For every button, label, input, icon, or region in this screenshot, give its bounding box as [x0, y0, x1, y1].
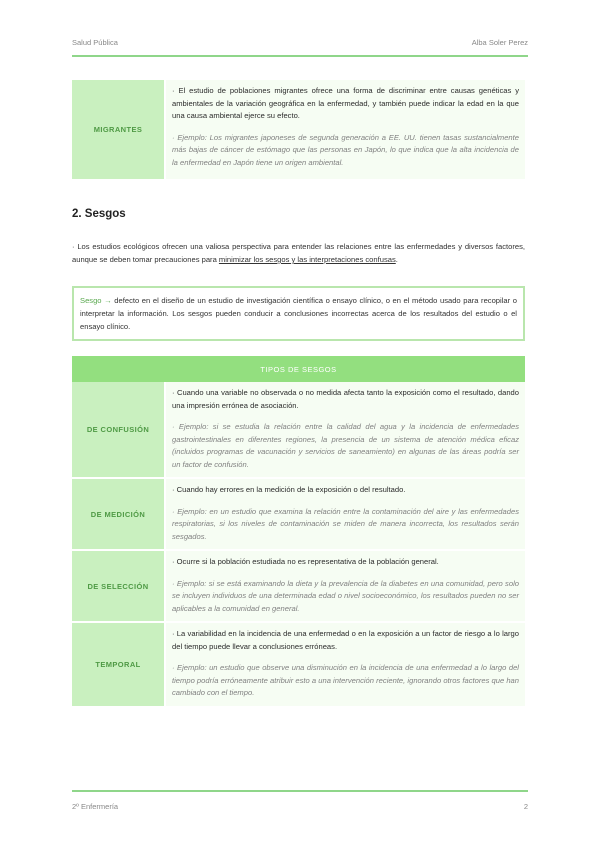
row-example: · Ejemplo: si se estudia la relación entre la calidad del agua y la incidencia de enfermedades gastrointestinales en diferentes regiones, la presencia de un sistema de atención médica eficaz (incluidos programas de vacunación y servicios de saneamiento) en algunas de las áreas podría ser un factor de confusión.: [172, 422, 519, 469]
header-divider: [72, 55, 528, 57]
header-subject: Salud Pública: [72, 38, 118, 47]
row-example: · Ejemplo: un estudio que observe una disminución en la incidencia de una enfermedad a lo largo del tiempo podría erróneamente atribuir esto a una intervención reciente, ignorando otros factores que han cambiado con el tiempo.: [172, 663, 519, 697]
row-example: · Ejemplo: en un estudio que examina la relación entre la contaminación del aire y las enfermedades respiratorias, si los niveles de contaminación se miden de manera incorrecta, los resultados serán sesgados.: [172, 506, 519, 541]
row-content: [165, 478, 525, 550]
paragraph-underlined-text: minimizar los sesgos y las interpretaciones confusas: [218, 255, 396, 264]
footer-course: 2º Enfermería: [72, 802, 119, 811]
section-paragraph: [72, 240, 525, 266]
row-label: DE MEDICIÓN: [72, 478, 165, 550]
header-author: Alba Soler Perez: [471, 38, 528, 47]
row-content: [165, 80, 525, 180]
definition-box: [72, 286, 525, 341]
row-content: [165, 622, 525, 707]
row-content: [165, 550, 525, 622]
definition-text: defecto en el diseño de un estudio de investigación científica o ensayo clínico, o en el método usado para recopilar o interpretar la información. Los sesgos pueden conducir a conclusiones incorrectas acerca de los resultados del estudio o el ensayo clínico.: [80, 296, 517, 331]
section-title: 2. Sesgos: [72, 208, 126, 220]
definition-term: Sesgo →: [80, 296, 112, 305]
migrantes-table: [72, 80, 525, 181]
bias-types-table: [72, 356, 525, 708]
row-description: · El estudio de poblaciones migrantes ofrece una forma de discriminar entre causas genéticas y ambientales de la variación geográfica en la enfermedad, y también puede indicar la edad en la que una causa ambiental ejerce su efecto.: [172, 86, 519, 120]
row-description: · Cuando una variable no observada o no medida afecta tanto la exposición como el resultado, dando una impresión errónea de asociación.: [172, 388, 519, 410]
table-row: [72, 550, 525, 622]
page-number: 2: [523, 802, 528, 811]
row-description: · La variabilidad en la incidencia de una enfermedad o en la exposición a un factor de riesgo a lo largo del tiempo puede llevar a conclusiones erróneas.: [172, 629, 519, 651]
table-row: [72, 80, 525, 180]
row-example: · Ejemplo: si se está examinando la dieta y la prevalencia de la diabetes en una comunidad, pero solo se incluyen individuos de una determinada edad o nivel socioeconómico, los resultados pueden no ser aplicables a la comunidad en general.: [172, 578, 519, 613]
row-label: TEMPORAL: [72, 622, 165, 707]
row-content: [165, 382, 525, 478]
row-label: MIGRANTES: [72, 80, 165, 180]
page-footer: [72, 802, 528, 811]
row-label: DE SELECCIÓN: [72, 550, 165, 622]
row-description: · Ocurre si la población estudiada no es representativa de la población general.: [172, 557, 439, 566]
row-description: · Cuando hay errores en la medición de la exposición o del resultado.: [172, 485, 406, 494]
table-header-row: [72, 356, 525, 382]
table-row: [72, 622, 525, 707]
row-label: DE CONFUSIÓN: [72, 382, 165, 478]
table-row: [72, 478, 525, 550]
paragraph-end: .: [395, 255, 398, 264]
table-row: [72, 382, 525, 478]
row-example: · Ejemplo: Los migrantes japoneses de segunda generación a EE. UU. tienen tasas sustancialmente más bajas de cáncer de estómago que las personas en Japón, lo que indica que la alta incidencia de la enfermedad en Japón tiene un origen ambiental.: [172, 132, 519, 167]
page-header: [72, 38, 528, 50]
paragraph-text: · Los estudios ecológicos ofrecen una valiosa perspectiva para entender las relaciones entre las enfermedades y diversos factores, aunque se deben tomar precauciones para: [72, 242, 525, 264]
footer-divider: [72, 790, 528, 792]
table-header: TIPOS DE SESGOS: [72, 356, 525, 382]
